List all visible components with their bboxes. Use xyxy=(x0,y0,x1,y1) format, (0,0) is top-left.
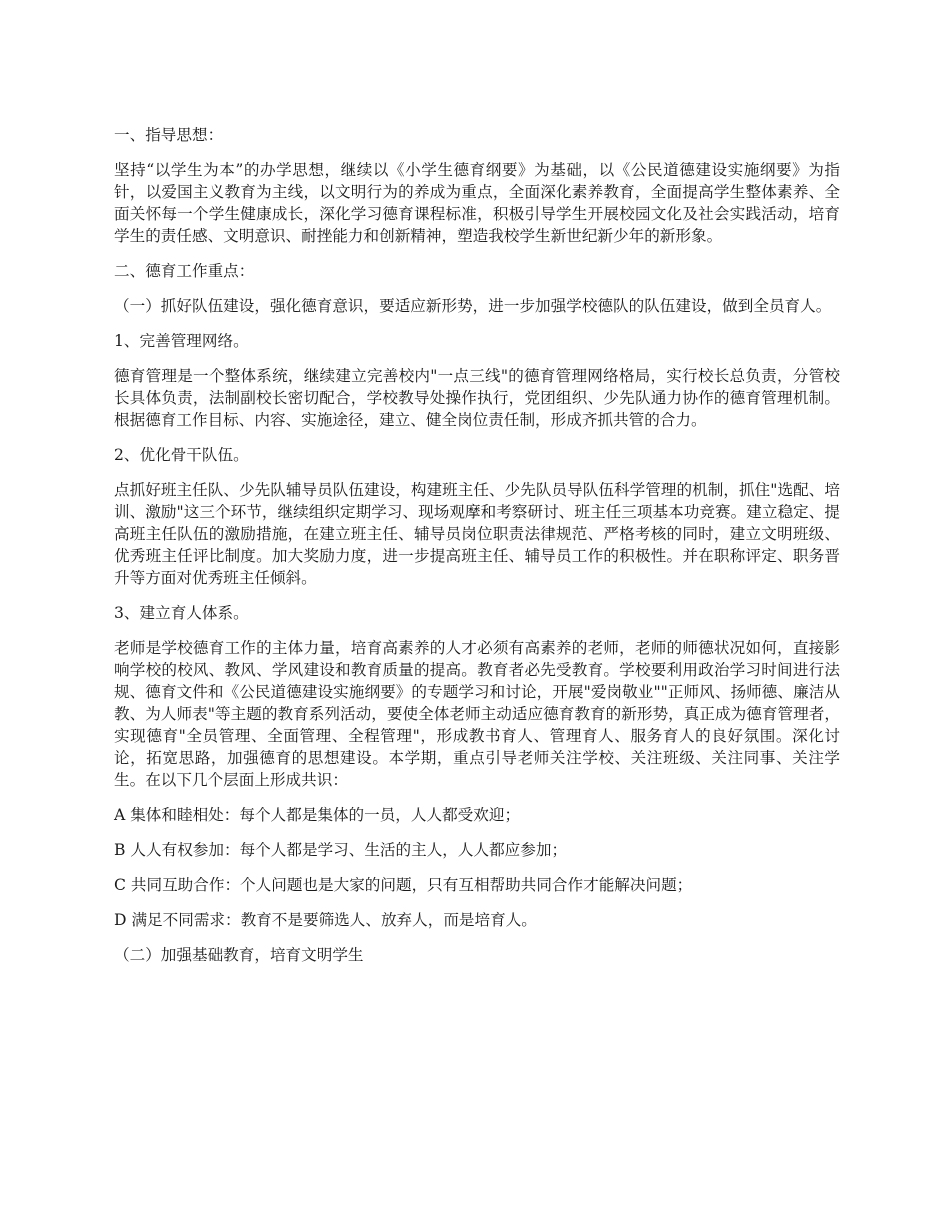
paragraph-education-system: 老师是学校德育工作的主体力量，培育高素养的人才必须有高素养的老师，老师的师德状况如何，直接影响学校的校风、教风、学风建设和教育质量的提高。教育者必先受教育。学校要利用政治学习时间进行法规、德育文件和《公民道德建设实施纲要》的专题学习和讨论，开展"爱岗敬业""正师风、扬师德、廉洁从教、为人师表"等主题的教育系列活动，要使全体老师主动适应德育教育的新形势，真正成为德育管理者，实现德育"全员管理、全面管理、全程管理"，形成教书育人、管理育人、服务育人的良好氛围。深化讨论，拓宽思路，加强德育的思想建设。本学期，重点引导老师关注学校、关注班级、关注同事、关注学生。在以下几个层面上形成共识： xyxy=(114,639,840,789)
paragraph-team-building: （一）抓好队伍建设，强化德育意识，要适应新形势，进一步加强学校德队的队伍建设，做到全员育人。 xyxy=(114,297,832,315)
section-heading-basic-education: （二）加强基础教育，培育文明学生 xyxy=(114,946,364,964)
list-item-b: B 人人有权参加：每个人都是学习、生活的主人，人人都应参加； xyxy=(114,841,568,859)
document-body xyxy=(114,124,840,979)
paragraph-management-network: 德育管理是一个整体系统，继续建立完善校内"一点三线"的德育管理网络格局，实行校长总负责，分管校长具体负责，法制副校长密切配合，学校教导处操作执行，党团组织、少先队通力协作的德育管理机制。根据德育工作目标、内容、实施途径，建立、健全岗位责任制，形成齐抓共管的合力。 xyxy=(114,367,840,429)
subheading-management-network: 1、完善管理网络。 xyxy=(114,332,249,350)
paragraph-guiding-thought: 坚持“以学生为本”的办学思想，继续以《小学生德育纲要》为基础，以《公民道德建设实施纲要》为指针，以爱国主义教育为主线，以文明行为的养成为重点，全面深化素养教育，全面提高学生整体素养、全面关怀每一个学生健康成长，深化学习德育课程标准，积极引导学生开展校园文化及社会实践活动，培育学生的责任感、文明意识、耐挫能力和创新精神，塑造我校学生新世纪新少年的新形象。 xyxy=(114,161,840,245)
list-item-c: C 共同互助合作：个人问题也是大家的问题，只有互相帮助共同合作才能解决问题； xyxy=(114,876,693,894)
section-heading-moral-focus: 二、德育工作重点： xyxy=(114,262,255,280)
list-item-a: A 集体和睦相处：每个人都是集体的一员，人人都受欢迎； xyxy=(114,806,521,824)
paragraph-backbone-team: 点抓好班主任队、少先队辅导员队伍建设，构建班主任、少先队员导队伍科学管理的机制，抓住"选配、培训、激励"这三个环节，继续组织定期学习、现场观摩和考察研讨、班主任三项基本功竞赛。建立稳定、提高班主任队伍的激励措施，在建立班主任、辅导员岗位职责法律规范、严格考核的同时，建立文明班级、优秀班主任评比制度。加大奖励力度，进一步提高班主任、辅导员工作的积极性。并在职称评定、职务晋升等方面对优秀班主任倾斜。 xyxy=(114,481,840,587)
subheading-education-system: 3、建立育人体系。 xyxy=(114,604,249,622)
list-item-d: D 满足不同需求：教育不是要筛选人、放弃人，而是培育人。 xyxy=(114,911,537,929)
subheading-backbone-team: 2、优化骨干队伍。 xyxy=(114,446,249,464)
section-heading-guiding-thought: 一、指导思想： xyxy=(114,126,224,144)
